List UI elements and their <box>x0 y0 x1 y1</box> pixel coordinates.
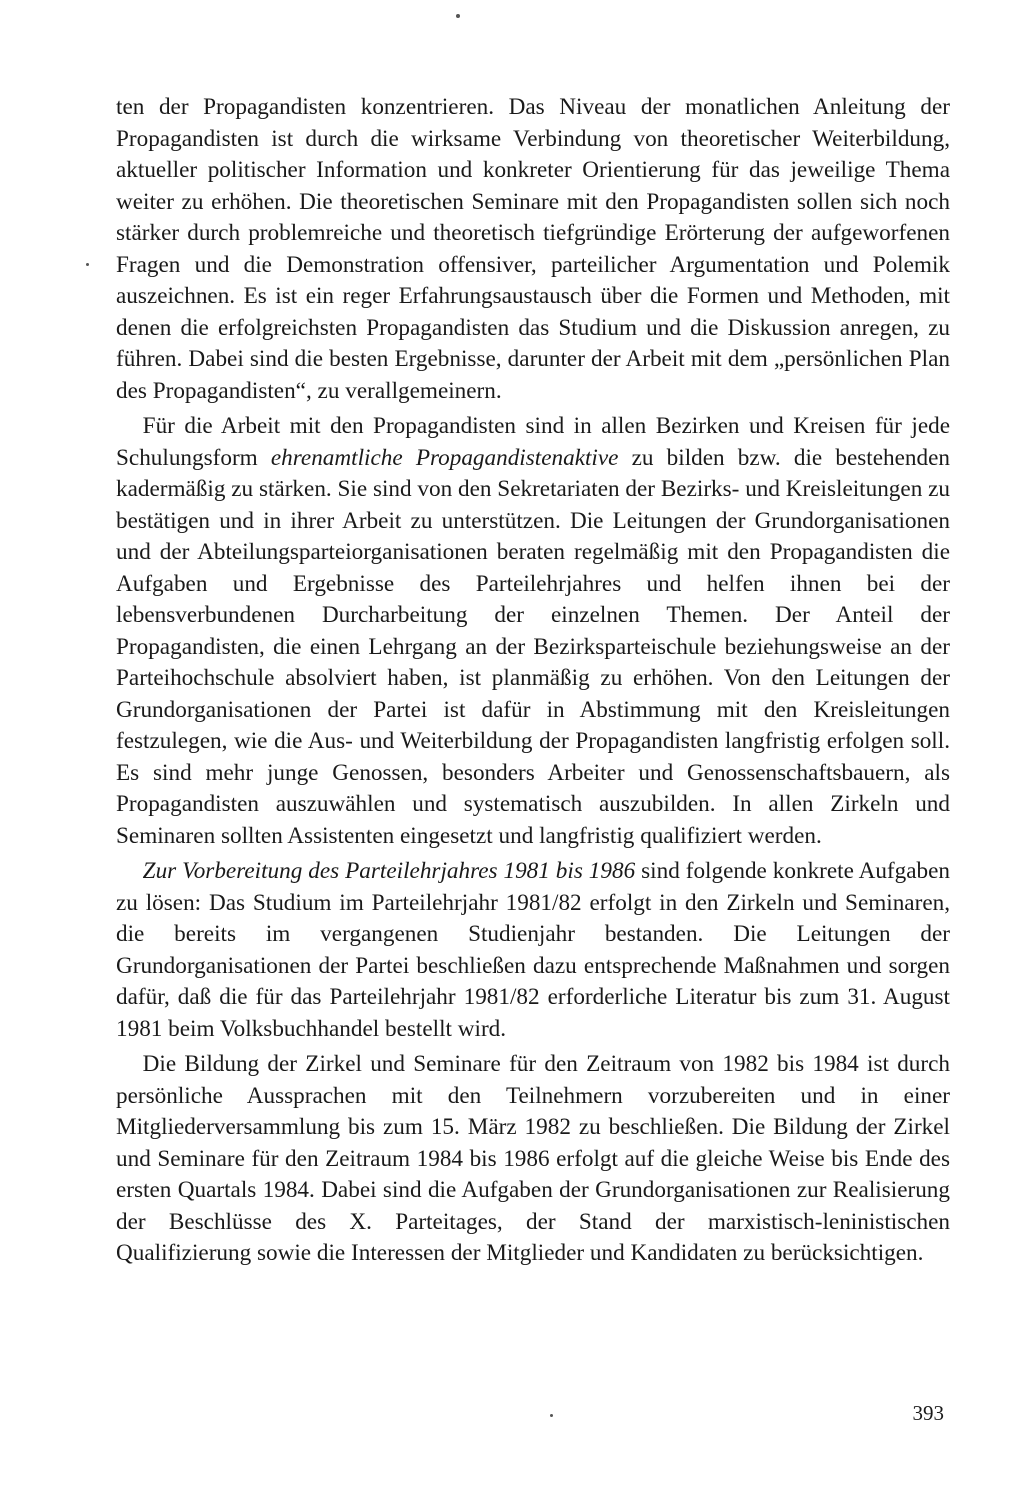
paragraph-1 <box>116 92 950 407</box>
print-speck <box>86 263 89 266</box>
print-speck <box>456 14 460 18</box>
paragraph-3 <box>116 856 950 1045</box>
paragraph-4-text: Die Bildung der Zirkel und Seminare für den Zeitraum von 1982 bis 1984 ist durch persönliche Aussprachen mit den Teilnehmern vorzubereiten und in einer Mitgliederversammlung bis zum 15. März 1982 zu beschließen. Die Bildung der Zirkel und Seminare für den Zeitraum 1984 bis 1986 erfolgt auf die gleiche Weise bis Ende des ersten Quartals 1984. Dabei sind die Aufgaben der Grundorganisationen zur Realisierung der Beschlüsse des X. Parteitages, der Stand der marxistisch-leninistischen Qualifizierung sowie die Interessen der Mitglieder und Kandidaten zu berücksichtigen. <box>116 1051 950 1266</box>
paragraph-4 <box>116 1049 950 1270</box>
page-number: 393 <box>912 1401 944 1425</box>
paragraph-2-emphasis: ehrenamtliche Propagandistenaktive <box>270 444 619 471</box>
paragraph-2 <box>116 411 950 852</box>
body-text <box>116 92 950 1270</box>
paragraph-3-text: sind folgende konkrete Aufgaben zu lösen: Das Studium im Parteilehrjahr 1981/82 erfolgt in den Zirkeln und Seminaren, die bereits im vergangenen Studienjahr bestanden. Die Leitungen der Grundorganisationen der Partei beschließen dazu entsprechende Maßnahmen und sorgen dafür, daß die für das Parteilehrjahr 1981/82 erforderliche Literatur bis zum 31. August 1981 beim Volksbuchhandel bestellt wird. <box>116 858 950 1042</box>
paragraph-1-text: ten der Propagandisten konzentrieren. Das Niveau der monatlichen Anleitung der Propagandisten ist durch die wirksame Verbindung von theoretischer Weiterbildung, aktueller politischer Information und konkreter Orientierung für das jeweilige Thema weiter zu erhöhen. Die theoretischen Seminare mit den Propagandisten sollen sich noch stärker durch problemreiche und theoretisch tiefgründige Erörterung der aufgeworfenen Fragen und die Demonstration offensiver, parteilicher Argumentation und Polemik auszeichnen. Es ist ein reger Erfahrungsaustausch über die Formen und Methoden, mit denen die erfolgreichsten Propagandisten das Studium und die Diskussion anregen, zu führen. Dabei sind die besten Ergebnisse, darunter der Arbeit mit dem „persönlichen Plan des Propagandisten“, zu verallgemeinern. <box>116 94 950 404</box>
paragraph-2-text-b: zu bilden bzw. die bestehenden kadermäßig zu stärken. Sie sind von den Sekretariaten der Bezirks- und Kreisleitungen zu bestätigen und in ihrer Arbeit zu unterstützen. Die Leitungen der Grundorganisationen und der Abteilungsparteiorganisationen beraten regelmäßig mit den Propagandisten die Aufgaben und Ergebnisse des Parteilehrjahres und helfen ihnen bei der lebensverbundenen Durcharbeitung der einzelnen Themen. Der Anteil der Propagandisten, die einen Lehrgang an der Bezirksparteischule beziehungsweise an der Parteihochschule absolviert haben, ist planmäßig zu erhöhen. Von den Leitungen der Grundorganisationen der Partei ist dafür in Abstimmung mit den Kreisleitungen festzulegen, wie die Aus- und Weiterbildung der Propagandisten langfristig erfolgen soll. Es sind mehr junge Genossen, besonders Arbeiter und Genossenschaftsbauern, als Propagandisten auszuwählen und systematisch auszubilden. In allen Zirkeln und Seminaren sollten Assistenten eingesetzt und langfristig qualifiziert werden. <box>116 444 950 849</box>
paragraph-2-text-a: Für die Arbeit mit den Propagandisten sind in allen Bezirken und Kreisen für jede Schulungsform <box>116 413 950 471</box>
print-speck <box>550 1414 553 1417</box>
paragraph-3-emphasis: Zur Vorbereitung des Parteilehrjahres 1981 bis 1986 <box>142 858 636 884</box>
